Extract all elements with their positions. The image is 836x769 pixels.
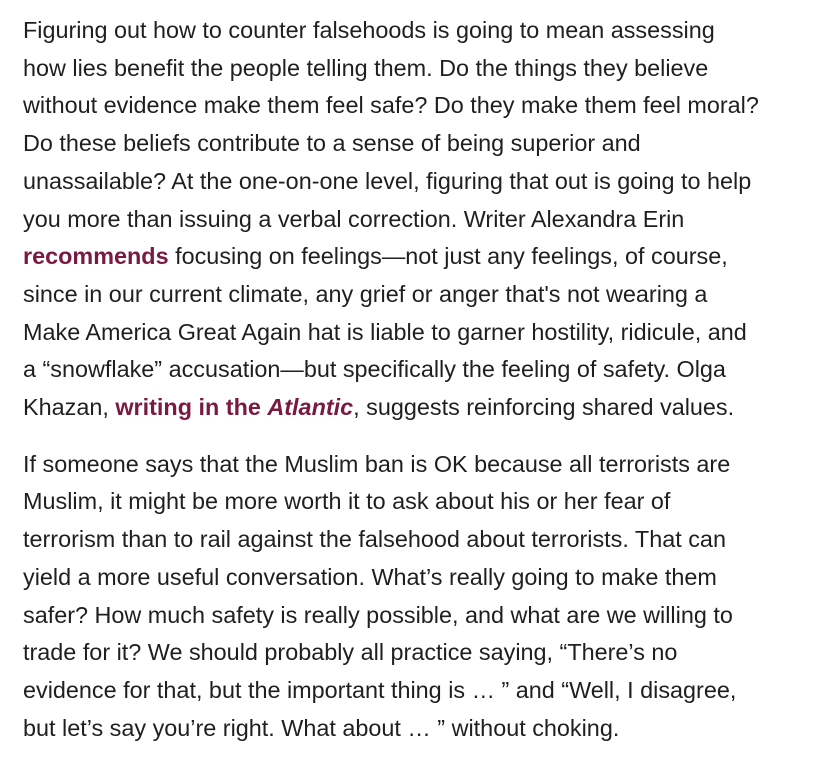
text-line: unassailable? At the one-on-one level, figuring that out is going to help	[23, 167, 752, 194]
text-line: safer? How much safety is really possible, and what are we willing to	[23, 601, 733, 628]
paragraph-2	[23, 446, 818, 748]
text-line: Muslim, it might be more worth it to ask about his or her fear of	[23, 488, 671, 515]
text-fragment: Khazan,	[23, 394, 116, 421]
text-line: trade for it? We should probably all practice saying, “There’s no	[23, 639, 678, 666]
text-fragment: focusing on feelings—not just any feelings, of course,	[168, 243, 728, 270]
text-line: evidence for that, but the important thing is … ” and “Well, I disagree,	[23, 676, 737, 703]
text-line: If someone says that the Muslim ban is OK because all terrorists are	[23, 450, 731, 477]
text-line: yield a more useful conversation. What’s really going to make them	[23, 563, 717, 590]
text-line: how lies benefit the people telling them. Do the things they believe	[23, 54, 709, 81]
text-line: but let’s say you’re right. What about … ” without choking.	[23, 714, 620, 741]
recommends-link[interactable]: recommends	[23, 243, 169, 270]
atlantic-article-link[interactable]	[115, 394, 353, 420]
text-line	[23, 389, 818, 427]
text-line: Make America Great Again hat is liable to garner hostility, ridicule, and	[23, 318, 747, 345]
publication-name: Atlantic	[267, 394, 354, 421]
text-line: a “snowflake” accusation—but specifically the feeling of safety. Olga	[23, 356, 726, 383]
text-line: Figuring out how to counter falsehoods is going to mean assessing	[23, 17, 715, 43]
link-text: writing in the	[115, 394, 268, 421]
text-line: since in our current climate, any grief or anger that's not wearing a	[23, 280, 708, 307]
paragraph-1	[23, 12, 818, 427]
text-line	[23, 238, 818, 276]
text-line: terrorism than to rail against the falsehood about terrorists. That can	[23, 526, 726, 553]
text-line: Do these beliefs contribute to a sense of being superior and	[23, 130, 641, 157]
text-line: without evidence make them feel safe? Do they make them feel moral?	[23, 92, 759, 119]
text-fragment: , suggests reinforcing shared values.	[353, 394, 735, 421]
text-line: you more than issuing a verbal correction. Writer Alexandra Erin	[23, 205, 685, 232]
